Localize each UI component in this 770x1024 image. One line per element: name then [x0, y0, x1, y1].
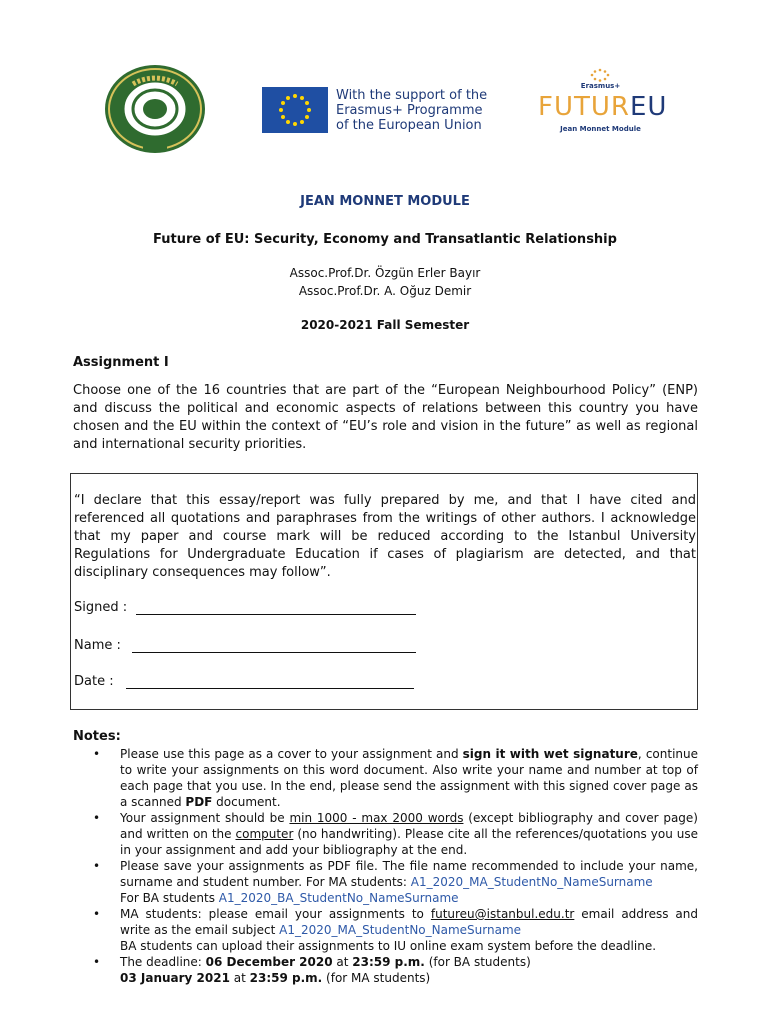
name-line[interactable]: [132, 652, 416, 653]
ma-filename: A1_2020_MA_StudentNo_NameSurname: [410, 875, 653, 889]
note-item: • Your assignment should be min 1000 - max 2000 words (except bibliography and cover page) and written on the computer (no handwriting). Please cite all the references/quotations you use in your assignment and add your bibliography at the end.: [93, 811, 698, 857]
notes-title: Notes:: [73, 729, 121, 744]
date-line[interactable]: [126, 688, 414, 689]
author-2: Assoc.Prof.Dr. A. Oğuz Demir: [298, 284, 472, 298]
futureu-erasmus-label: Erasmus+: [580, 82, 621, 90]
email-subject: A1_2020_MA_StudentNo_NameSurname: [279, 923, 522, 937]
eu-flag-icon: [262, 87, 328, 133]
notes-list: [93, 746, 698, 986]
course-title: Future of EU: Security, Economy and Transatlantic Relationship: [153, 232, 617, 247]
declaration-box: [70, 473, 698, 710]
signed-row: [74, 600, 127, 615]
module-title: JEAN MONNET MODULE: [300, 194, 470, 209]
date-label: Date :: [74, 674, 114, 689]
signed-label: Signed :: [74, 600, 128, 615]
futureu-wordmark: FUTUREU: [538, 92, 668, 122]
ba-filename: A1_2020_BA_StudentNo_NameSurname: [218, 891, 459, 905]
email-link[interactable]: futureu@istanbul.edu.tr: [430, 907, 575, 921]
note-item: • MA students: please email your assignments to futureu@istanbul.edu.tr email address and write as the email subject A1_2020_MA_StudentNo_NameSurname BA students can upload their assignments to IU online exam system before the deadline.: [93, 907, 698, 953]
date-row: [74, 674, 114, 689]
istanbul-university-seal-logo: [103, 64, 207, 154]
eu-support-logo: [262, 87, 488, 133]
author-1: Assoc.Prof.Dr. Özgün Erler Bayır: [289, 266, 481, 280]
declaration-text: “I declare that this essay/report was fully prepared by me, and that I have cited and referenced all quotations and paraphrases from the writings of other authors. I acknowledge that my paper and course mark will be reduced according to the Istanbul University Regulations for Undergraduate Education if cases of plagiarism are detected, and that disciplinary consequences may follow”.: [74, 493, 696, 580]
assignment-title: Assignment I: [73, 355, 169, 370]
name-row: [74, 638, 121, 653]
note-item: • The deadline: 06 December 2020 at 23:59 p.m. (for BA students) 03 January 2021 at 23:59 p.m. (for MA students): [93, 955, 531, 985]
note-item: • Please use this page as a cover to your assignment and sign it with wet signature, continue to write your assignments on this word document. Also write your name and number at top of each page that you use. In the end, please send the assignment with this signed cover page as a scanned PDF document.: [93, 747, 698, 809]
futureu-subtitle: Jean Monnet Module: [560, 125, 641, 133]
futureu-logo: [538, 68, 668, 138]
assignment-body: Choose one of the 16 countries that are part of the “European Neighbourhood Policy” (ENP) and discuss the political and economic aspects of relations between this country you have chosen and the EU within the context of “EU’s role and vision in the future” as well as regional and international security priorities.: [73, 383, 698, 452]
eu-support-text: With the support of the Erasmus+ Programme of the European Union: [336, 88, 488, 133]
signed-line[interactable]: [136, 614, 416, 615]
name-label: Name :: [74, 638, 121, 653]
semester: 2020-2021 Fall Semester: [300, 318, 470, 332]
note-item: • Please save your assignments as PDF file. The file name recommended to include your name, surname and student number. For MA students: A1_2020_MA_StudentNo_NameSurname For BA students A1_2020_BA_StudentNo_NameSurname: [93, 859, 698, 905]
